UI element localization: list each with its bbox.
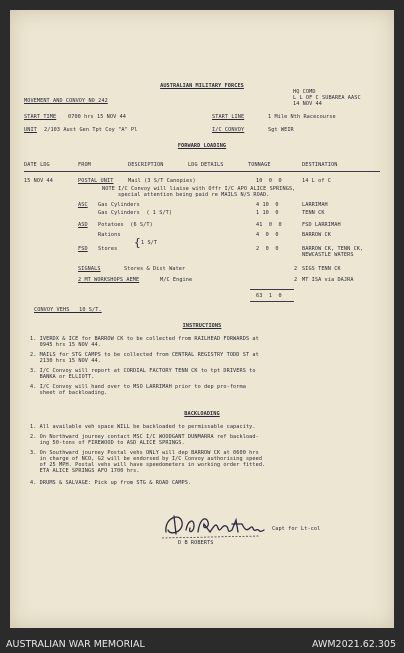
backloading-line-2: 2. On Northward journey contact MSC I/C WOODGANT DUNMARRA ref backload- — [30, 434, 259, 440]
backloading-line-6: of 25 MPH. Postal vehs will have speedometers in working order fitted. — [30, 462, 266, 468]
row-3-desc: Gas Cylinders — [98, 202, 140, 208]
row-4-desc: Gas Cylinders ( 1 S/T) — [98, 210, 173, 216]
convoy-officer: Sgt WEIR — [268, 127, 294, 133]
forward-loading-title: FORWARD LOADING — [177, 143, 227, 149]
col-description: DESCRIPTION — [128, 162, 164, 168]
total-tonnage: 63 1 0 — [256, 293, 282, 299]
col-from: FROM — [78, 162, 91, 168]
convoy-vehs: CONVOY VEHS 10 S/T. — [34, 307, 102, 313]
from-block-line-1: HQ COMD — [293, 89, 316, 95]
row-0-desc: Mail (3 S/T Canopies) — [128, 178, 196, 184]
start-line-label: START LINE — [212, 114, 245, 120]
row-10-from: 2 MT WORKSHOPS AEME — [78, 277, 140, 283]
row-9-ton: 2 — [294, 266, 298, 272]
backloading-line-5: in charge of NCO, G2 will be endorsed by I/C Convoy authorising speed — [30, 456, 263, 462]
row-5-ton: 41 0 0 — [256, 222, 282, 228]
col-ldg-details: LDG DETAILS — [188, 162, 224, 168]
convoy-label: I/C CONVOY — [212, 127, 245, 133]
row-6-dest: BARROW CK — [302, 232, 332, 238]
row-3-dest: LARRIMAH — [302, 202, 328, 208]
backloading-line-4: 3. On Southward journey Postal vehs ONLY will dep BARROW CK at 0600 hrs — [30, 450, 259, 456]
row-4-ton: 1 10 0 — [256, 210, 279, 216]
backloading-line-8: 4. DRUMS & SALVAGE: Pick up from STG & ROAD CAMPS. — [30, 480, 192, 486]
col-date: DATE LDG — [24, 162, 50, 168]
row-7-desc: Stores — [98, 246, 118, 252]
instruction-line-8: sheet of backloading. — [30, 390, 108, 396]
row-4-dest: TENN CK — [302, 210, 325, 216]
handwritten-signature — [160, 508, 270, 542]
row-1-desc: NOTE I/C Convoy will liaise with Offr I/C APO ALICE SPRINGS, — [102, 186, 296, 192]
unit: 2/103 Aust Gen Tpt Coy "A" Pl — [44, 127, 138, 133]
instruction-line-6: BANKA or ELLIOTT. — [30, 374, 95, 380]
movement-title: MOVEMENT AND CONVOY NO 242 — [24, 98, 108, 104]
unit-label: UNIT — [24, 127, 37, 133]
row-5-desc: Potatoes (6 S/T) — [98, 222, 153, 228]
col-destination: DESTINATION — [302, 162, 338, 168]
archive-id: AWM2021.62.305 — [311, 639, 396, 650]
row-3-ton: 4 10 0 — [256, 202, 279, 208]
instruction-line-7: 4. I/C Convoy will hand over to MSO LARRIMAH prior to dep pro-forma — [30, 384, 246, 390]
header-rule — [24, 171, 380, 172]
bracket-open: { — [134, 236, 141, 249]
row-5-dest: FSD LARRIMAH — [302, 222, 341, 228]
instruction-line-5: 3. I/C Convoy will report at CORDIAL FACTORY TENN CK to tpt DRIVERS to — [30, 368, 256, 374]
start-line: 1 Mile Nth Racecourse — [268, 114, 336, 120]
row-6-desc: Rations — [98, 232, 121, 238]
total-rule-bottom — [250, 301, 294, 302]
row-0-ton: 10 0 0 — [256, 178, 282, 184]
document-title: AUSTRALIAN MILITARY FORCES — [160, 83, 244, 89]
row-10-ton: 2 — [294, 277, 298, 283]
row-10-desc: M/C Engine — [160, 277, 193, 283]
total-rule-top — [250, 289, 294, 290]
row-8-dest: NEWCASTLE WATERS — [302, 252, 354, 258]
ration-bracket-label: 1 S/T — [141, 240, 158, 246]
start-time: 0700 hrs 15 NOV 44 — [68, 114, 127, 120]
row-10-dest: MT ISA via DAJRA — [302, 277, 354, 283]
from-block-line-3: 14 NOV 44 — [293, 101, 323, 107]
row-date: 15 NOV 44 — [24, 178, 54, 184]
backloading-title: BACKLOADING — [184, 411, 220, 417]
col-tonnage: TONNAGE — [248, 162, 271, 168]
row-0-from: POSTAL UNIT — [78, 178, 114, 184]
row-7-dest: BARROW CK, TENN CK, — [302, 246, 364, 252]
signatory-name: D B ROBERTS — [178, 540, 214, 546]
backloading-line-3: ing 50-tons of FIREWOOD to ASD ALICE SPRINGS. — [30, 440, 185, 446]
row-9-dest: SIGS TENN CK — [302, 266, 341, 272]
instruction-line-1: 1. IVERDX & ICE for BARROW CK to be collected from RAILHEAD FORWARDS at — [30, 336, 259, 342]
row-9-from: SIGNALS — [78, 266, 101, 272]
instructions-title: INSTRUCTIONS — [182, 323, 222, 329]
document-page — [10, 10, 394, 628]
instruction-line-2: 0945 hrs 15 NOV 44. — [30, 342, 101, 348]
archive-name: AUSTRALIAN WAR MEMORIAL — [6, 639, 145, 650]
instruction-line-3: 2. MAILS for STG CAMPS to be collected from CENTRAL REGISTRY TODD ST at — [30, 352, 259, 358]
backloading-line-7: ETA ALICE SPRINGS AFO 1700 hrs. — [30, 468, 140, 474]
instruction-line-4: 2130 hrs 15 NOV 44. — [30, 358, 101, 364]
signature-caption: Capt for Lt-col — [272, 526, 321, 532]
row-9-desc: Stores & Dist Water — [124, 266, 186, 272]
row-7-from: FSD — [78, 246, 88, 252]
from-block-line-2: L L OF C SUBAREA AASC — [293, 95, 361, 101]
backloading-line-1: 1. All available veh space WILL be backloaded to permissable capacity. — [30, 424, 256, 430]
archive-footer — [0, 637, 404, 653]
row-3-from: ASC — [78, 202, 88, 208]
row-5-from: ASD — [78, 222, 88, 228]
start-time-label: START TIME — [24, 114, 57, 120]
row-2-desc: special attention being paid re MAILS N/S ROAD. — [118, 192, 270, 198]
row-0-dest: 14 L of C — [302, 178, 332, 184]
row-6-ton: 4 0 0 — [256, 232, 279, 238]
row-7-ton: 2 0 0 — [256, 246, 279, 252]
